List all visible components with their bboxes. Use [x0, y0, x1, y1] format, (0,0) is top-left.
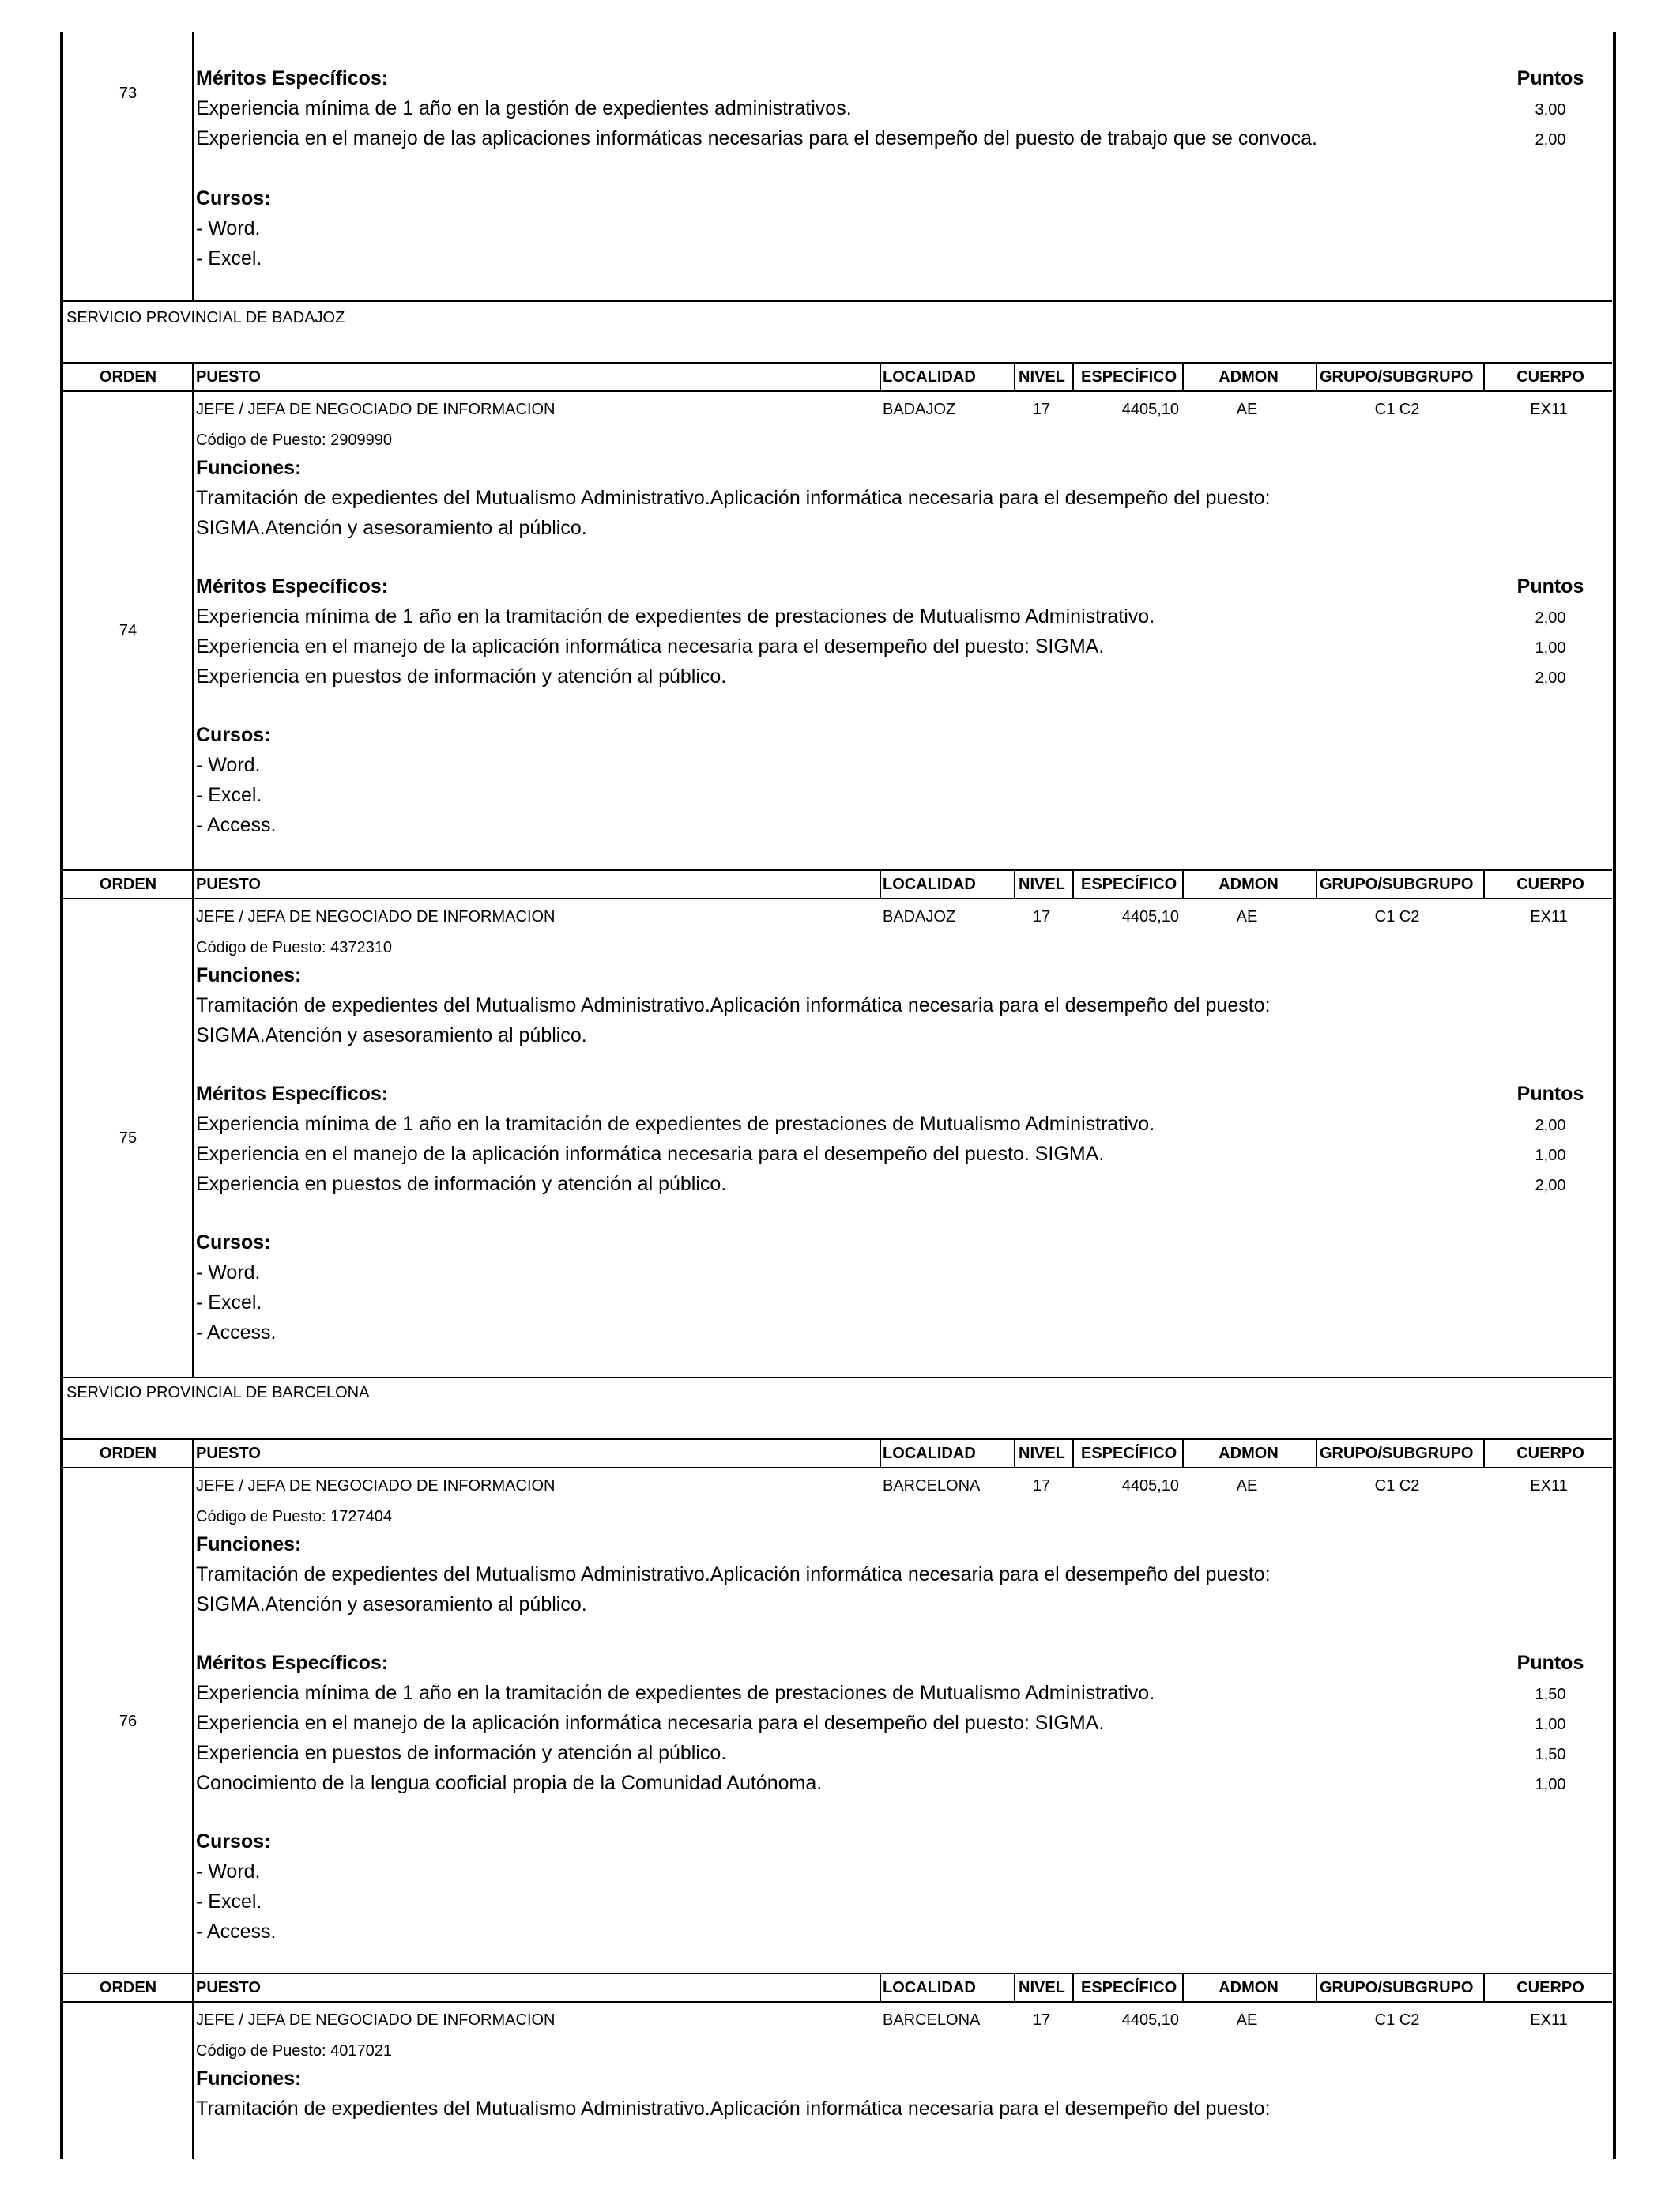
- codigo-puesto: Código de Puesto: 4372310: [196, 939, 392, 956]
- header-cuerpo: CUERPO: [1516, 876, 1584, 893]
- header-column-divider: [1483, 869, 1485, 899]
- section-rule: [62, 300, 1612, 302]
- header-column-divider: [880, 1438, 881, 1468]
- cuerpo-value: EX11: [1530, 401, 1568, 418]
- merito-puntos: 1,50: [1535, 1746, 1566, 1763]
- curso-item: - Word.: [196, 217, 261, 239]
- orden-number: 76: [119, 1713, 137, 1730]
- header-column-divider: [1014, 362, 1015, 392]
- header-column-divider: [1072, 869, 1074, 899]
- header-column-divider: [192, 1973, 194, 2003]
- orden-column-divider: [192, 32, 194, 302]
- header-column-divider: [1316, 362, 1317, 392]
- admon-value: AE: [1236, 908, 1258, 925]
- curso-item: - Word.: [196, 1860, 261, 1883]
- meritos-label: Méritos Específicos:: [196, 575, 389, 598]
- localidad-value: BADAJOZ: [883, 908, 956, 925]
- header-grupo: GRUPO/SUBGRUPO: [1320, 1979, 1474, 1996]
- header-grupo: GRUPO/SUBGRUPO: [1320, 1445, 1474, 1462]
- header-column-divider: [1182, 1438, 1184, 1468]
- merito-text: Experiencia mínima de 1 año en la gestión de expedientes administrativos.: [196, 97, 852, 119]
- header-column-divider: [1072, 362, 1074, 392]
- header-orden: ORDEN: [99, 1445, 157, 1462]
- header-top-rule: [62, 869, 1612, 871]
- header-puesto: PUESTO: [196, 368, 261, 386]
- header-cuerpo: CUERPO: [1516, 368, 1584, 386]
- header-column-divider: [880, 869, 881, 899]
- header-column-divider: [1072, 1973, 1074, 2003]
- header-bottom-rule: [62, 390, 1612, 392]
- puntos-label: Puntos: [1516, 1083, 1584, 1105]
- grupo-value: C1 C2: [1374, 1477, 1420, 1495]
- header-especifico: ESPECÍFICO: [1081, 368, 1177, 386]
- puntos-label: Puntos: [1516, 575, 1584, 598]
- merito-puntos: 2,00: [1535, 1177, 1566, 1194]
- funciones-text: Tramitación de expedientes del Mutualismo Administrativo.Aplicación informática necesaria para el desempeño del puesto:: [196, 994, 1271, 1016]
- codigo-puesto: Código de Puesto: 2909990: [196, 432, 392, 449]
- codigo-puesto: Código de Puesto: 1727404: [196, 1508, 392, 1525]
- cuerpo-value: EX11: [1530, 908, 1568, 925]
- curso-item: - Access.: [196, 814, 277, 836]
- curso-item: - Access.: [196, 1921, 277, 1943]
- merito-text: Experiencia en puestos de información y atención al público.: [196, 665, 727, 688]
- curso-item: - Access.: [196, 1321, 277, 1344]
- header-nivel: NIVEL: [1019, 1445, 1065, 1462]
- orden-number: 74: [119, 622, 137, 639]
- cuerpo-value: EX11: [1530, 1477, 1568, 1495]
- grupo-value: C1 C2: [1374, 2011, 1420, 2029]
- header-column-divider: [1483, 1438, 1485, 1468]
- admon-value: AE: [1236, 2011, 1258, 2029]
- header-nivel: NIVEL: [1019, 876, 1065, 893]
- header-localidad: LOCALIDAD: [883, 1445, 976, 1462]
- curso-item: - Word.: [196, 1261, 261, 1284]
- header-column-divider: [1182, 362, 1184, 392]
- grupo-value: C1 C2: [1374, 908, 1420, 925]
- header-orden: ORDEN: [99, 1979, 157, 1996]
- merito-puntos: 1,00: [1535, 1716, 1566, 1733]
- codigo-puesto: Código de Puesto: 4017021: [196, 2042, 392, 2060]
- header-nivel: NIVEL: [1019, 1979, 1065, 1996]
- header-bottom-rule: [62, 898, 1612, 899]
- header-especifico: ESPECÍFICO: [1081, 876, 1177, 893]
- header-column-divider: [1316, 869, 1317, 899]
- merito-text: Conocimiento de la lengua cooficial propia de la Comunidad Autónoma.: [196, 1772, 823, 1794]
- header-column-divider: [880, 362, 881, 392]
- header-admon: ADMON: [1219, 1445, 1279, 1462]
- merito-puntos: 3,00: [1535, 101, 1566, 119]
- localidad-value: BARCELONA: [883, 2011, 981, 2029]
- header-column-divider: [1014, 1438, 1015, 1468]
- cursos-label: Cursos:: [196, 187, 271, 209]
- header-puesto: PUESTO: [196, 876, 261, 893]
- merito-text: Experiencia en el manejo de la aplicación informática necesaria para el desempeño del puesto. SIGMA.: [196, 1143, 1105, 1165]
- header-bottom-rule: [62, 2001, 1612, 2003]
- nivel-value: 17: [1032, 908, 1051, 925]
- header-column-divider: [1182, 869, 1184, 899]
- puesto-value: JEFE / JEFA DE NEGOCIADO DE INFORMACION: [196, 2011, 556, 2029]
- merito-puntos: 1,00: [1535, 1147, 1566, 1164]
- header-column-divider: [1483, 362, 1485, 392]
- funciones-text: SIGMA.Atención y asesoramiento al público.: [196, 1593, 587, 1615]
- header-column-divider: [1483, 1973, 1485, 2003]
- section-title-badajoz: SERVICIO PROVINCIAL DE BADAJOZ: [66, 309, 345, 326]
- admon-value: AE: [1236, 1477, 1258, 1495]
- orden-column-divider: [192, 2001, 194, 2159]
- funciones-label: Funciones:: [196, 457, 302, 479]
- admon-value: AE: [1236, 401, 1258, 418]
- right-border: [1613, 32, 1616, 2159]
- merito-puntos: 1,00: [1535, 639, 1566, 657]
- merito-text: Experiencia en el manejo de la aplicación informática necesaria para el desempeño del puesto: SIGMA.: [196, 1712, 1105, 1734]
- merito-text: Experiencia mínima de 1 año en la tramitación de expedientes de prestaciones de Mutualismo Administrativo.: [196, 605, 1155, 628]
- especifico-value: 4405,10: [1121, 908, 1179, 925]
- header-admon: ADMON: [1219, 368, 1279, 386]
- puntos-label: Puntos: [1516, 1652, 1584, 1674]
- orden-column-divider: [192, 898, 194, 1378]
- cuerpo-value: EX11: [1530, 2011, 1568, 2029]
- header-top-rule: [62, 1973, 1612, 1974]
- header-admon: ADMON: [1219, 876, 1279, 893]
- header-bottom-rule: [62, 1467, 1612, 1468]
- especifico-value: 4405,10: [1121, 2011, 1179, 2029]
- header-column-divider: [192, 869, 194, 899]
- header-nivel: NIVEL: [1019, 368, 1065, 386]
- meritos-label: Méritos Específicos:: [196, 67, 389, 89]
- merito-puntos: 2,00: [1535, 609, 1566, 627]
- merito-puntos: 1,50: [1535, 1686, 1566, 1703]
- header-column-divider: [1014, 1973, 1015, 2003]
- nivel-value: 17: [1032, 1477, 1051, 1495]
- header-column-divider: [1182, 1973, 1184, 2003]
- header-especifico: ESPECÍFICO: [1081, 1445, 1177, 1462]
- header-puesto: PUESTO: [196, 1445, 261, 1462]
- header-column-divider: [1014, 869, 1015, 899]
- header-column-divider: [880, 1973, 881, 2003]
- funciones-text: Tramitación de expedientes del Mutualismo Administrativo.Aplicación informática necesaria para el desempeño del puesto:: [196, 2098, 1271, 2120]
- header-column-divider: [192, 362, 194, 392]
- merito-puntos: 2,00: [1535, 131, 1566, 149]
- localidad-value: BARCELONA: [883, 1477, 981, 1495]
- header-localidad: LOCALIDAD: [883, 876, 976, 893]
- header-column-divider: [1316, 1973, 1317, 2003]
- nivel-value: 17: [1032, 2011, 1051, 2029]
- header-column-divider: [1316, 1438, 1317, 1468]
- funciones-label: Funciones:: [196, 1533, 302, 1555]
- funciones-label: Funciones:: [196, 964, 302, 986]
- especifico-value: 4405,10: [1121, 401, 1179, 418]
- meritos-label: Méritos Específicos:: [196, 1083, 389, 1105]
- puntos-label: Puntos: [1516, 67, 1584, 89]
- nivel-value: 17: [1032, 401, 1051, 418]
- cursos-label: Cursos:: [196, 724, 271, 746]
- orden-column-divider: [192, 390, 194, 869]
- cursos-label: Cursos:: [196, 1231, 271, 1253]
- header-localidad: LOCALIDAD: [883, 1979, 976, 1996]
- header-grupo: GRUPO/SUBGRUPO: [1320, 876, 1474, 893]
- funciones-text: Tramitación de expedientes del Mutualismo Administrativo.Aplicación informática necesaria para el desempeño del puesto:: [196, 487, 1271, 509]
- curso-item: - Excel.: [196, 1891, 262, 1913]
- merito-puntos: 2,00: [1535, 1117, 1566, 1134]
- funciones-label: Funciones:: [196, 2068, 302, 2090]
- merito-text: Experiencia mínima de 1 año en la tramitación de expedientes de prestaciones de Mutualismo Administrativo.: [196, 1682, 1155, 1704]
- funciones-text: SIGMA.Atención y asesoramiento al público.: [196, 517, 587, 539]
- orden-number: 73: [119, 85, 137, 102]
- orden-column-divider: [192, 1467, 194, 1973]
- header-orden: ORDEN: [99, 876, 157, 893]
- merito-text: Experiencia mínima de 1 año en la tramitación de expedientes de prestaciones de Mutualismo Administrativo.: [196, 1113, 1155, 1135]
- curso-item: - Excel.: [196, 247, 262, 270]
- merito-text: Experiencia en el manejo de las aplicaciones informáticas necesarias para el desempeño del puesto de trabajo que se convoca.: [196, 127, 1317, 149]
- header-admon: ADMON: [1219, 1979, 1279, 1996]
- merito-text: Experiencia en puestos de información y atención al público.: [196, 1742, 727, 1764]
- curso-item: - Word.: [196, 754, 261, 776]
- localidad-value: BADAJOZ: [883, 401, 956, 418]
- merito-puntos: 1,00: [1535, 1776, 1566, 1793]
- header-column-divider: [192, 1438, 194, 1468]
- header-cuerpo: CUERPO: [1516, 1445, 1584, 1462]
- header-cuerpo: CUERPO: [1516, 1979, 1584, 1996]
- section-title-barcelona: SERVICIO PROVINCIAL DE BARCELONA: [66, 1384, 370, 1401]
- header-especifico: ESPECÍFICO: [1081, 1979, 1177, 1996]
- merito-puntos: 2,00: [1535, 669, 1566, 687]
- header-top-rule: [62, 1438, 1612, 1440]
- curso-item: - Excel.: [196, 1291, 262, 1314]
- left-border: [60, 32, 63, 2159]
- meritos-label: Méritos Específicos:: [196, 1652, 389, 1674]
- header-grupo: GRUPO/SUBGRUPO: [1320, 368, 1474, 386]
- header-puesto: PUESTO: [196, 1979, 261, 1996]
- puesto-value: JEFE / JEFA DE NEGOCIADO DE INFORMACION: [196, 401, 556, 418]
- orden-number: 75: [119, 1129, 137, 1147]
- section-rule: [62, 1377, 1612, 1378]
- merito-text: Experiencia en el manejo de la aplicación informática necesaria para el desempeño del puesto: SIGMA.: [196, 635, 1105, 658]
- funciones-text: SIGMA.Atención y asesoramiento al público.: [196, 1024, 587, 1046]
- cursos-label: Cursos:: [196, 1830, 271, 1853]
- header-column-divider: [1072, 1438, 1074, 1468]
- header-orden: ORDEN: [99, 368, 157, 386]
- grupo-value: C1 C2: [1374, 401, 1420, 418]
- header-localidad: LOCALIDAD: [883, 368, 976, 386]
- merito-text: Experiencia en puestos de información y atención al público.: [196, 1173, 727, 1195]
- especifico-value: 4405,10: [1121, 1477, 1179, 1495]
- curso-item: - Excel.: [196, 784, 262, 806]
- header-top-rule: [62, 362, 1612, 364]
- funciones-text: Tramitación de expedientes del Mutualismo Administrativo.Aplicación informática necesaria para el desempeño del puesto:: [196, 1563, 1271, 1585]
- puesto-value: JEFE / JEFA DE NEGOCIADO DE INFORMACION: [196, 908, 556, 925]
- puesto-value: JEFE / JEFA DE NEGOCIADO DE INFORMACION: [196, 1477, 556, 1495]
